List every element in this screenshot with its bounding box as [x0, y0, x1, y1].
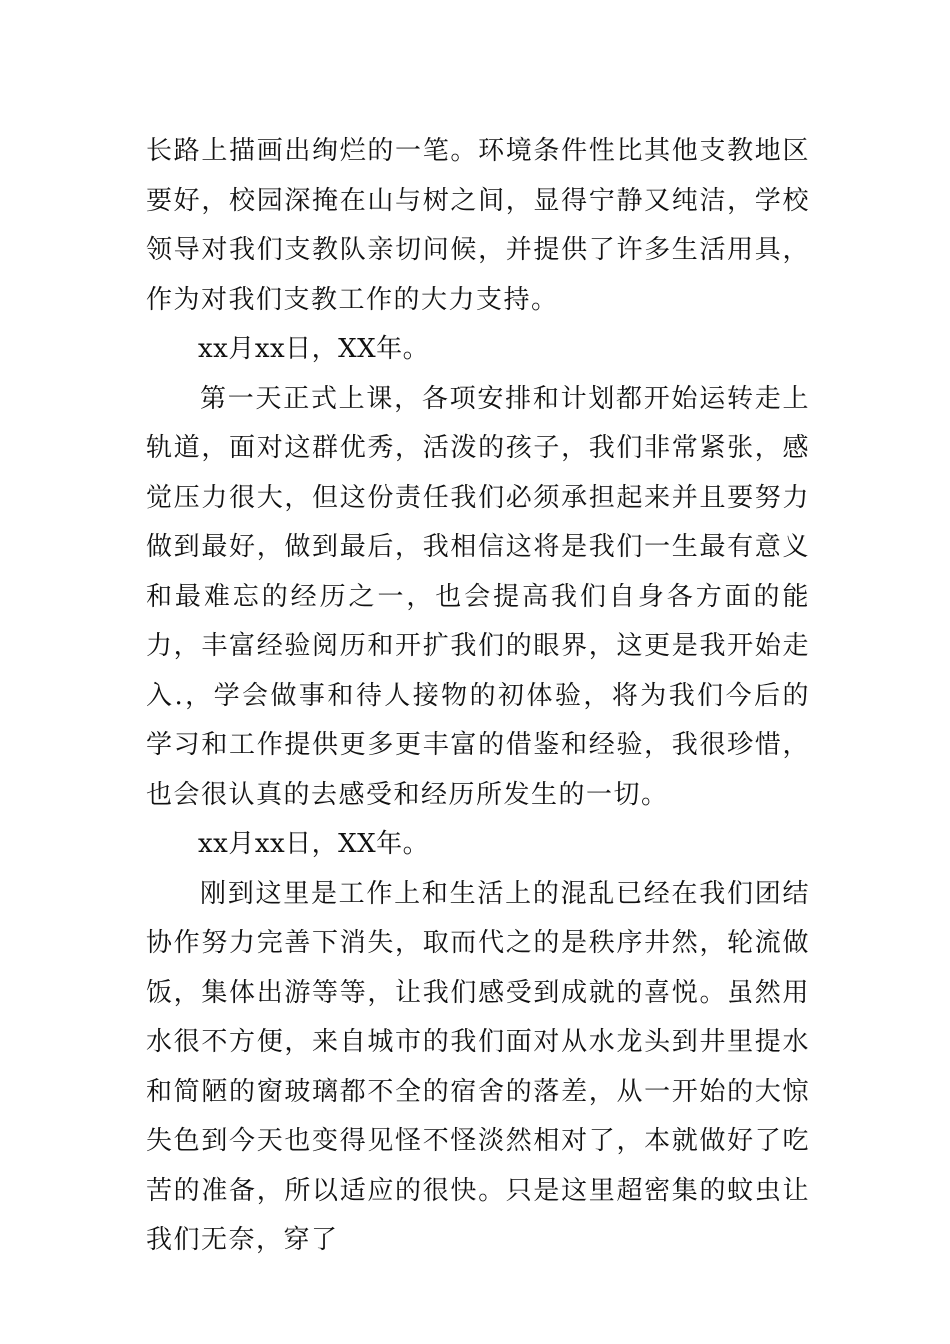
- date-line-2: xx月xx日，XX年。: [198, 829, 430, 859]
- document-body: [146, 127, 810, 1266]
- paragraph-daily-life: 刚到这里是工作上和生活上的混乱已经在我们团结协作努力完善下消失，取而代之的是秩序井然，轮流做饭，集体出游等等，让我们感受到成就的喜悦。虽然用水很不方便，来自城市的我们面对从水龙头到井里提水和简陋的窗玻璃都不全的宿舍的落差，从一开始的大惊失色到今天也变得见怪不怪淡然相对了，本就做好了吃苦的准备，所以适应的很快。只是这里超密集的蚊虫让我们无奈，穿了: [146, 878, 810, 1255]
- date-line-1: xx月xx日，XX年。: [198, 334, 430, 364]
- paragraph-continued: 长路上描画出绚烂的一笔。环境条件性比其他支教地区要好，校园深掩在山与树之间，显得宁静又纯洁，学校领导对我们支教队亲切问候，并提供了许多生活用具，作为对我们支教工作的大力支持。: [146, 136, 810, 315]
- paragraph-first-class: 第一天正式上课，各项安排和计划都开始运转走上轨道，面对这群优秀，活泼的孩子，我们非常紧张，感觉压力很大，但这份责任我们必须承担起来并且要努力做到最好，做到最后，我相信这将是我们一生最有意义和最难忘的经历之一，也会提高我们自身各方面的能力，丰富经验阅历和开扩我们的眼界，这更是我开始走入.，学会做事和待人接物的初体验，将为我们今后的学习和工作提供更多更丰富的借鉴和经验，我很珍惜，也会很认真的去感受和经历所发生的一切。: [146, 383, 810, 810]
